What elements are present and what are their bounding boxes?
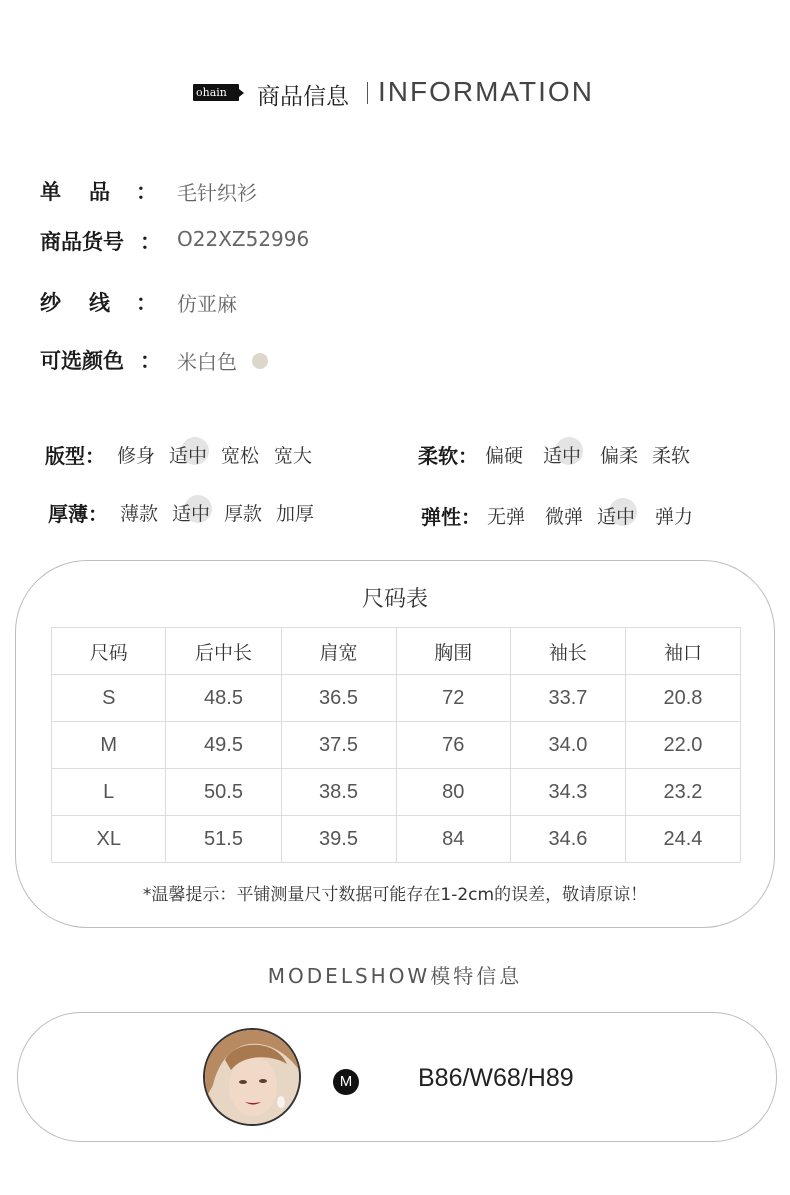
attr-option: 无弹 [487, 506, 526, 528]
attr-option: 柔软 [652, 445, 691, 467]
header-title-en: INFORMATION [378, 76, 594, 107]
attr-option: 偏硬 [485, 445, 524, 467]
table-cell: XL [52, 816, 166, 863]
header-title-cn: 商品信息 [257, 84, 349, 110]
table-row [52, 769, 741, 816]
table-row [52, 816, 741, 863]
table-row [52, 675, 741, 722]
table-header-cell: 袖口 [625, 628, 740, 675]
attr-option: 宽松 [221, 445, 260, 467]
info-colon: ： [140, 349, 161, 373]
attr-label: 柔软： [418, 444, 478, 468]
info-label: 单品 [40, 180, 138, 204]
attr-option: 微弹 [545, 506, 584, 528]
attr-option-selected: 适中 [169, 441, 207, 468]
attr-option: 薄款 [120, 503, 159, 525]
info-colon: ： [136, 180, 157, 204]
attr-fit [45, 440, 365, 470]
info-label: 商品货号 [40, 230, 124, 254]
table-cell: 84 [396, 816, 510, 863]
attr-option: 偏柔 [600, 445, 639, 467]
table-header-cell: 袖长 [510, 628, 625, 675]
brand-logo [193, 84, 239, 101]
attr-option: 厚款 [224, 503, 263, 525]
attr-option: 弹力 [655, 506, 694, 528]
attr-option: 修身 [117, 445, 156, 467]
table-cell: 76 [396, 722, 510, 769]
attr-label: 版型： [45, 444, 105, 468]
attr-option: 加厚 [276, 503, 315, 525]
table-cell: 37.5 [281, 722, 396, 769]
table-cell: 72 [396, 675, 510, 722]
info-value: 仿亚麻 [177, 292, 237, 316]
color-swatch [252, 353, 268, 369]
model-portrait-icon [205, 1030, 299, 1124]
logo-arrow-icon [239, 89, 244, 97]
table-header-cell: 肩宽 [281, 628, 396, 675]
size-chart-table [51, 627, 741, 863]
table-cell: 24.4 [625, 816, 740, 863]
model-info-panel [17, 1012, 777, 1142]
header-divider [367, 82, 368, 104]
table-header-cell: 后中长 [166, 628, 281, 675]
size-chart-title: 尺码表 [361, 587, 428, 612]
table-cell: 34.6 [510, 816, 625, 863]
model-section-title: MODELSHOW模特信息 [267, 964, 523, 988]
info-value: O22XZ52996 [177, 227, 310, 251]
attr-thickness [48, 498, 368, 528]
table-cell: 33.7 [510, 675, 625, 722]
table-cell: 23.2 [625, 769, 740, 816]
table-cell: M [52, 722, 166, 769]
attr-label: 厚薄： [48, 502, 108, 526]
table-header-cell: 尺码 [52, 628, 166, 675]
table-cell: 20.8 [625, 675, 740, 722]
info-value: 米白色 [177, 350, 237, 374]
table-row [52, 722, 741, 769]
table-cell: 50.5 [166, 769, 281, 816]
table-cell: 51.5 [166, 816, 281, 863]
attr-elasticity [421, 501, 741, 531]
info-label: 纱线 [40, 291, 138, 315]
table-cell: S [52, 675, 166, 722]
info-value: 毛针织衫 [177, 181, 257, 205]
table-header-cell: 胸围 [396, 628, 510, 675]
attr-label: 弹性： [421, 505, 481, 529]
table-cell: 48.5 [166, 675, 281, 722]
info-label: 可选颜色 [40, 349, 124, 373]
measurement-note: *温馨提示：平铺测量尺寸数据可能存在1-2cm的误差，敬请原谅！ [142, 885, 648, 905]
table-cell: 38.5 [281, 769, 396, 816]
attr-option-selected: 适中 [597, 502, 635, 529]
table-cell: 49.5 [166, 722, 281, 769]
table-cell: 80 [396, 769, 510, 816]
info-colon: ： [140, 230, 161, 254]
table-cell: 39.5 [281, 816, 396, 863]
table-cell: 34.3 [510, 769, 625, 816]
attr-softness [418, 440, 738, 470]
section-header [0, 74, 790, 110]
attr-option-selected: 适中 [172, 499, 210, 526]
table-cell: L [52, 769, 166, 816]
model-avatar [203, 1028, 301, 1126]
info-colon: ： [136, 291, 157, 315]
table-cell: 34.0 [510, 722, 625, 769]
attr-option: 宽大 [274, 445, 313, 467]
model-measurements: B86/W68/H89 [418, 1064, 574, 1092]
brand-logo-text: ohain [196, 86, 227, 99]
table-cell: 36.5 [281, 675, 396, 722]
table-header-row [52, 628, 741, 675]
table-cell: 22.0 [625, 722, 740, 769]
model-size-badge: M [333, 1069, 359, 1095]
attr-option-selected: 适中 [543, 441, 581, 468]
